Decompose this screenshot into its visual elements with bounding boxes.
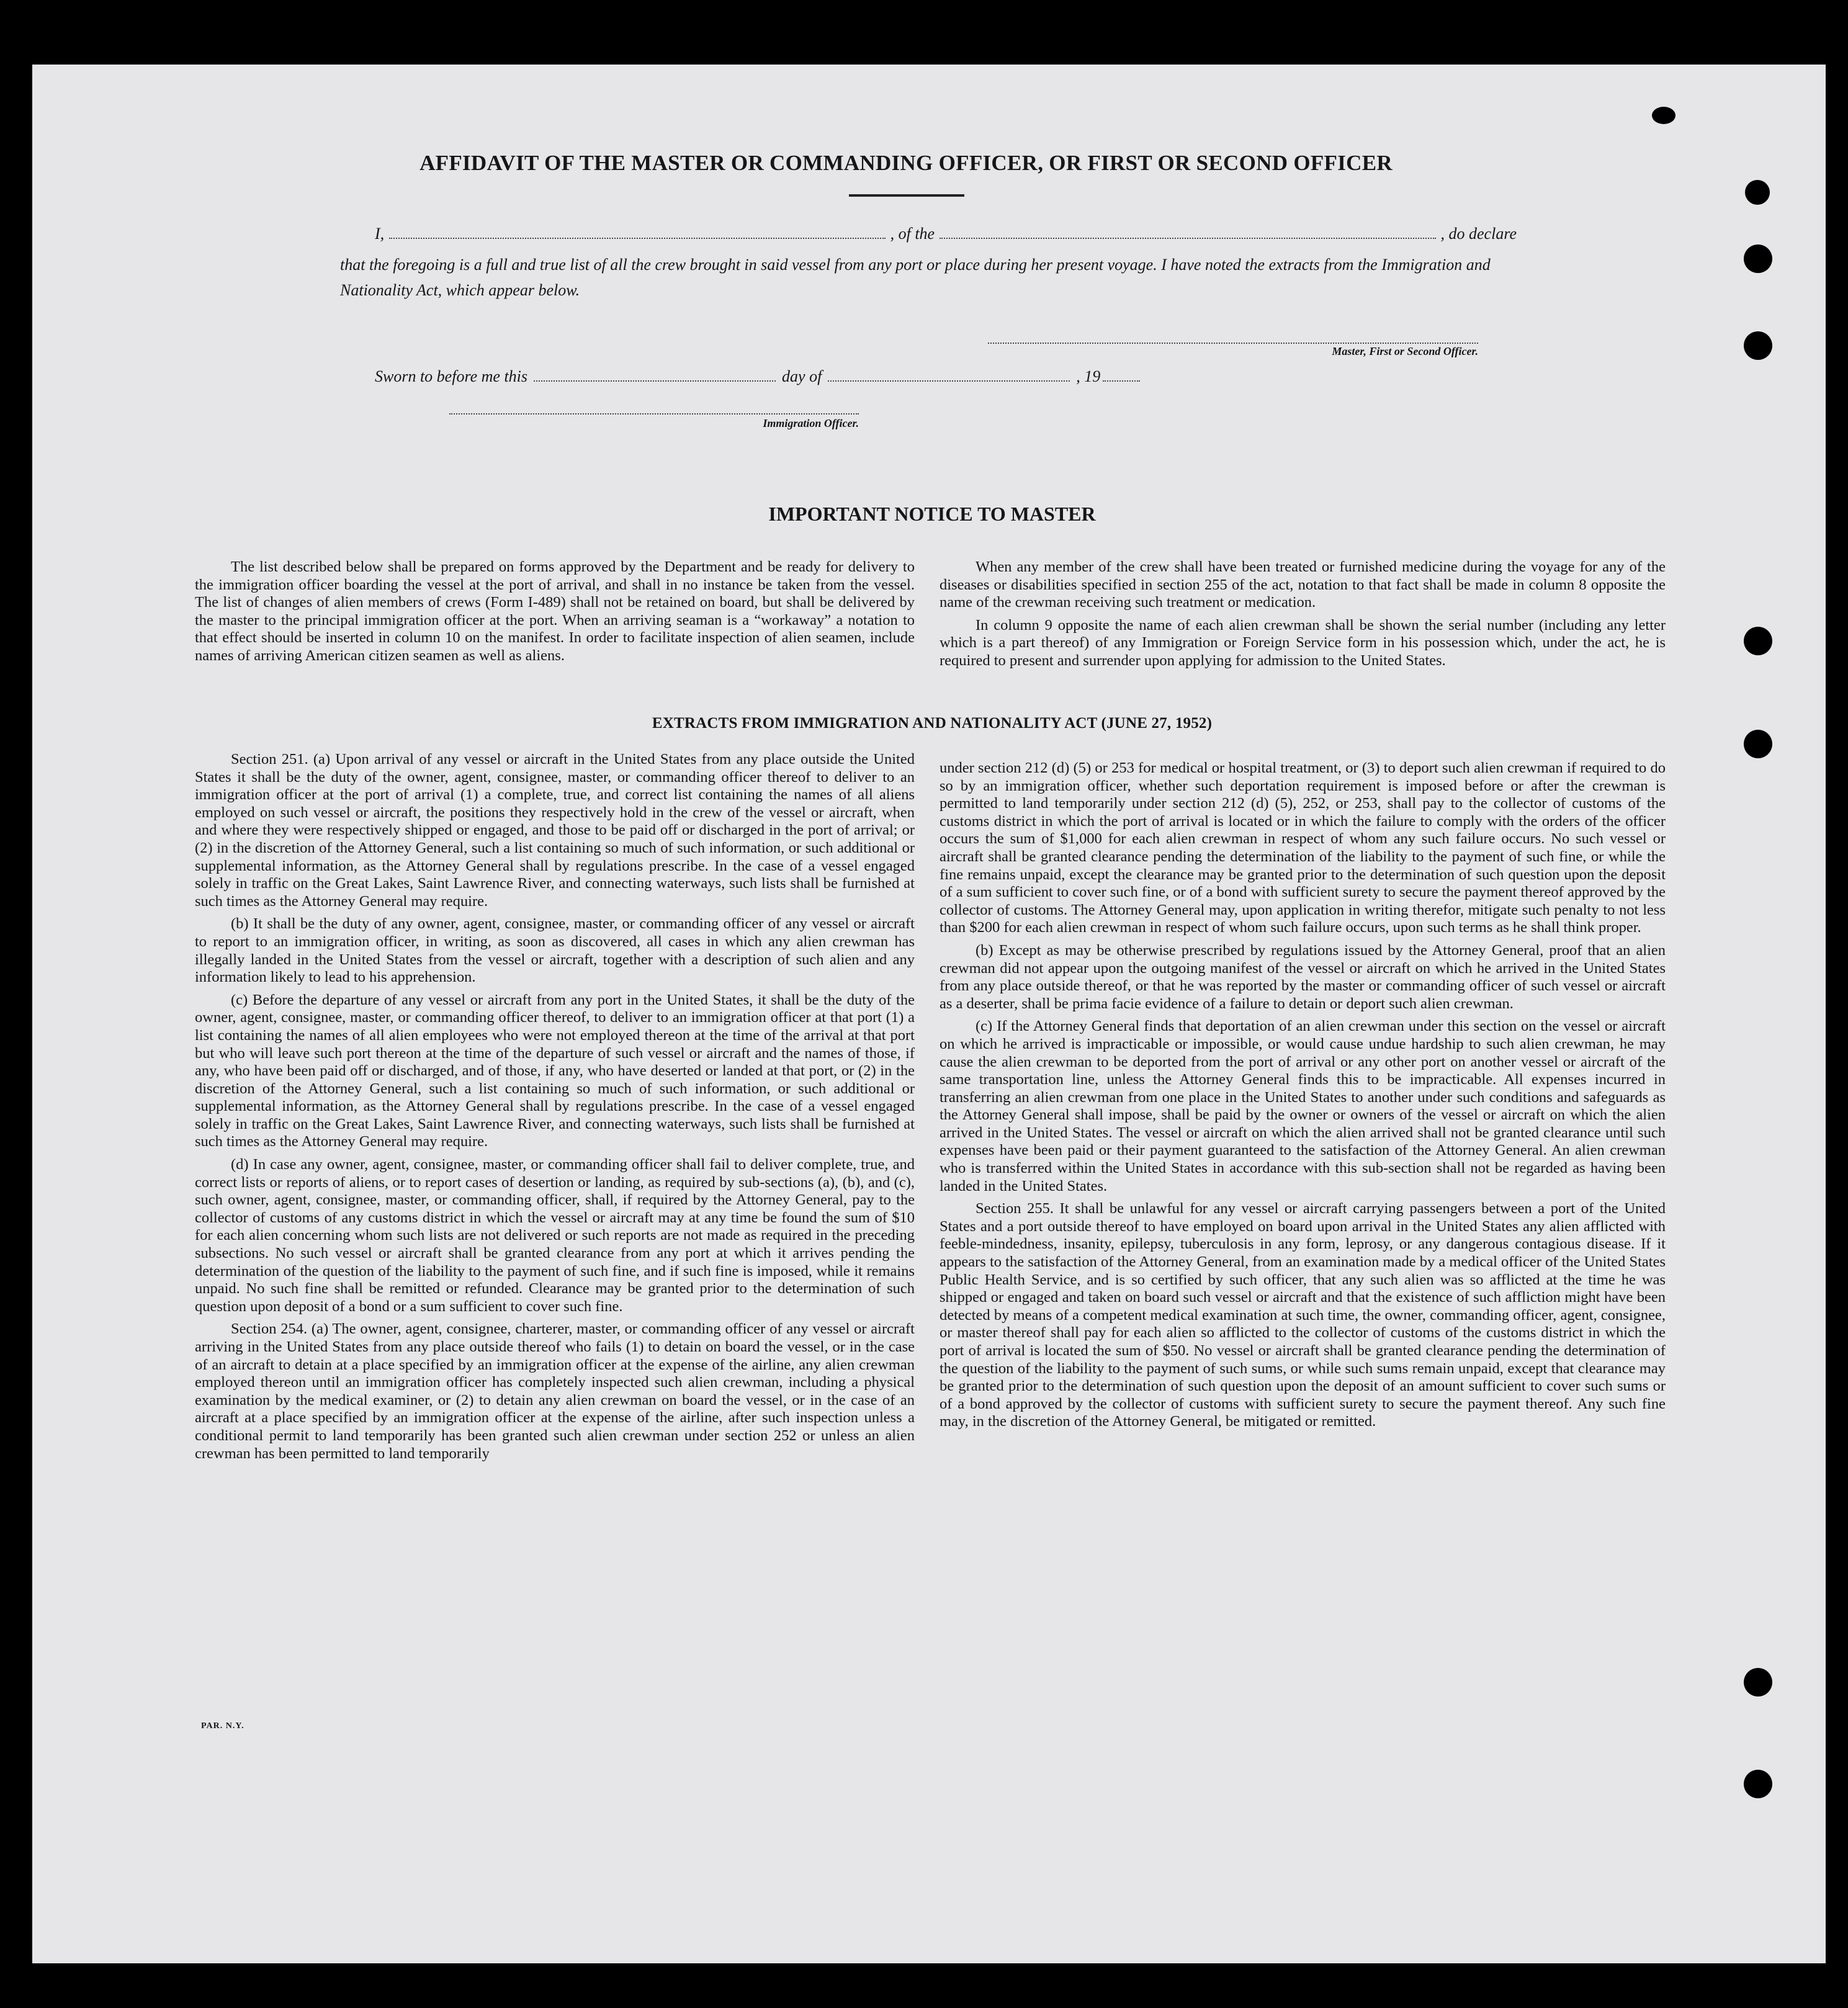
ink-blot bbox=[1652, 107, 1675, 124]
notice-right-paragraph-1: When any member of the crew shall have been treated or furnished medicine during the voyage for any of the diseases or disabilities specified in section 255 of the act, notation to that fact shall be made in column 8 opposite the name of the crewman receiving such treatment or medication. bbox=[940, 558, 1666, 611]
declarant-line bbox=[375, 225, 1517, 243]
punch-hole bbox=[1744, 1770, 1772, 1798]
extracts-title: EXTRACTS FROM IMMIGRATION AND NATIONALITY ACT (JUNE 27, 1952) bbox=[652, 715, 1213, 732]
extracts-left-column bbox=[195, 751, 915, 1463]
printer-mark: PAR. N.Y. bbox=[201, 1721, 244, 1731]
of-the-label: , of the bbox=[890, 225, 935, 243]
immigration-officer-signature-line[interactable] bbox=[449, 413, 859, 415]
section-251-a: Section 251. (a) Upon arrival of any vessel or aircraft in the United States from any place outside the United States it shall be the duty of the owner, agent, consignee, master, or commanding officer thereof to deliver to an immigration officer at the port of arrival (1) a complete, true, and correct list containing the names of all aliens employed on such vessel or aircraft, the positions they respectively hold in the crew of the vessel or aircraft, when and where they were respectively shipped or engaged, and those to be paid off or discharged in the port of arrival; or (2) in the discretion of the Attorney General, such a list containing so much of such information, or such additional or supplemental information, as the Attorney General shall by regulations prescribe. In the case of a vessel engaged solely in traffic on the Great Lakes, Saint Lawrence River, and connecting waterways, such lists shall be furnished at such times as the Attorney General may require. bbox=[195, 751, 915, 910]
year-prefix-label: , 19 bbox=[1076, 367, 1101, 385]
notice-left-paragraph: The list described below shall be prepared on forms approved by the Department and be ready for delivery to the immigration officer boarding the vessel at the port of arrival, and shall in no instance be taken from the vessel. The list of changes of alien members of crews (Form I-489) shall not be retained on board, but shall be delivered by the master to the principal immigration officer at the port. When an arriving seaman is a “workaway” a notation to that effect should be inserted in column 10 on the manifest. In order to facilitate inspection of alien seamen, include names of arriving American citizen seamen as well as aliens. bbox=[195, 558, 915, 664]
sworn-line bbox=[375, 367, 1237, 386]
section-255: Section 255. It shall be unlawful for any vessel or aircraft carrying passengers between a port of the United States and a port outside thereof to have employed on board upon arrival in the United States any alien afflicted with feeble-mindedness, insanity, epilepsy, tuberculosis in any form, leprosy, or any dangerous contagious disease. If it appears to the satisfaction of the Attorney General, from an examination made by a medical officer of the United States Public Health Service, and is so certified by such officer, that any such alien was so afflicted at the time he was shipped or engaged and taken on board such vessel or aircraft and that the existence of such affliction might have been detected by means of a competent medical examination at such time, the owner, commanding officer, agent, consignee, or master thereof shall pay for each alien so afflicted to the collector of customs of the customs district in which the port of arrival is located the sum of $50. No vessel or aircraft shall be granted clearance pending the determination of the question of the liability to the payment of such sums, or while such sums remain unpaid, except that clearance may be granted prior to the determination of such question upon the deposit of an amount sufficient to cover such sums or of a bond approved by the collector of customs with sufficient surety to secure the payment thereof. Any such fine may, in the discretion of the Attorney General, be mitigated or remitted. bbox=[940, 1200, 1666, 1430]
declaration-text: that the foregoing is a full and true list of all the crew brought in said vessel from any port or place during her present voyage. I have noted the extracts from the Immigration and Nationality Act, which appear below. bbox=[340, 256, 1491, 299]
section-251-c: (c) Before the departure of any vessel or aircraft from any port in the United States, it shall be the duty of the owner, agent, consignee, master, or commanding officer thereof, to deliver to an immigration officer at that port (1) a list containing the names of all alien employees who were not employed thereon at the time of the arrival at that port but who will leave such port thereon at the time of the departure of such vessel or aircraft and the names of those, if any, who have been paid off or discharged, and of those, if any, who have deserted or landed at that port, or (2) in the discretion of the Attorney General, such a list containing so much of such information, or such additional or supplemental information, as the Attorney General shall by regulations prescribe. In the case of a vessel engaged solely in traffic on the Great Lakes, Saint Lawrence River, and connecting waterways, such lists shall be furnished at such times as the Attorney General may require. bbox=[195, 991, 915, 1150]
section-254-b: (b) Except as may be otherwise prescribed by regulations issued by the Attorney General, proof that an alien crewman did not appear upon the outgoing manifest of the vessel or aircraft on which he arrived in the United States from any place outside thereof, or that he was reported by the master or commanding officer of such vessel or aircraft as a deserter, shall be prima facie evidence of a failure to detain or deport such alien crewman. bbox=[940, 941, 1666, 1012]
title-underline bbox=[849, 194, 964, 197]
sworn-label: Sworn to before me this bbox=[375, 367, 528, 385]
punch-hole bbox=[1744, 331, 1772, 360]
immigration-officer-label: Immigration Officer. bbox=[763, 417, 859, 429]
document-page bbox=[32, 65, 1826, 1963]
sworn-month-blank[interactable] bbox=[828, 368, 1070, 382]
day-of-label: day of bbox=[782, 367, 822, 385]
affidavit-title: AFFIDAVIT OF THE MASTER OR COMMANDING OFFICER, OR FIRST OR SECOND OFFICER bbox=[419, 151, 1393, 175]
punch-hole bbox=[1744, 730, 1772, 758]
section-254-a: Section 254. (a) The owner, agent, consignee, charterer, master, or commanding officer of any vessel or aircraft arriving in the United States from any place outside thereof who fails (1) to detain on board the vessel, or in the case of an aircraft to detain at a place specified by an immigration officer at the expense of the airline, any alien crewman employed thereon until an immigration officer has completely inspected such alien crewman, including a physical examination by the medical examiner, or (2) to detain any alien crewman on board the vessel, or in the case of an aircraft at a place specified by an immigration officer at the expense of the airline, after such inspection unless a conditional permit to land temporarily has been granted such alien crewman under section 252 or unless an alien crewman has been permitted to land temporarily bbox=[195, 1320, 915, 1462]
declarant-name-blank[interactable] bbox=[389, 225, 885, 239]
sworn-day-blank[interactable] bbox=[534, 368, 776, 382]
master-signature-line[interactable] bbox=[988, 343, 1478, 344]
punch-hole bbox=[1744, 627, 1772, 655]
punch-hole bbox=[1744, 244, 1772, 273]
sworn-year-blank[interactable] bbox=[1103, 368, 1140, 382]
vessel-name-blank[interactable] bbox=[940, 225, 1435, 239]
do-declare-label: , do declare bbox=[1440, 225, 1517, 243]
i-label: I, bbox=[375, 225, 385, 243]
section-251-d: (d) In case any owner, agent, consignee, master, or commanding officer shall fail to deliver complete, true, and correct lists or reports of aliens, or to report cases of desertion or landing, as required by sub-sections (a), (b), and (c), such owner, agent, consignee, master, or commanding officer, shall, if required by the Attorney General, pay to the collector of customs of any customs district in which the vessel or aircraft may at any time be found the sum of $10 for each alien concerning whom such lists are not delivered or such reports are not made as required in the preceding subsections. No such vessel or aircraft shall be granted clearance from any port at which it arrives pending the determination of the question of the liability to the payment of such fine, and if such fine is imposed, while it remains unpaid. No such fine shall be remitted or refunded. Clearance may be granted prior to the determination of such question upon deposit of a bond or a sum sufficient to cover such fine. bbox=[195, 1156, 915, 1315]
notice-title: IMPORTANT NOTICE TO MASTER bbox=[768, 503, 1096, 525]
section-254-c: (c) If the Attorney General finds that deportation of an alien crewman under this section on the vessel or aircraft on which he arrived is impracticable or impossible, or would cause undue hardship to such alien crewman, he may cause the alien crewman to be deported from the port of arrival or any other port on another vessel or aircraft of the same transportation line, unless the Attorney General finds this to be impracticable. All expenses incurred in transferring an alien crewman from one place in the United States to another under such conditions and safeguards as the Attorney General shall impose, shall be paid by the owner or owners of the vessel or aircraft on which the alien arrived in the United States. The vessel or aircraft on which the alien arrived shall not be granted clearance until such expenses have been paid or their payment guaranteed to the satisfaction of the Attorney General. An alien crewman who is transferred within the United States in accordance with this sub-section shall not be regarded as having been landed in the United States. bbox=[940, 1018, 1666, 1194]
extracts-right-column bbox=[940, 760, 1666, 1431]
section-254-a-continued: under section 212 (d) (5) or 253 for medical or hospital treatment, or (3) to deport such alien crewman if required to do so by an immigration officer, whether such deportation requirement is imposed before or after the crewman is permitted to land temporarily under section 212 (d) (5), 252, or 253, shall pay to the collector of customs of the customs district in which the port of arrival is located or in which the failure to comply with the orders of the officer occurs the sum of $1,000 for each alien crewman in respect of whom any such failure occurs. No such vessel or aircraft shall be granted clearance pending the determination of the liability to the payment of such fine, or while the fine remains unpaid, except the clearance may be granted prior to the determination of such question upon the deposit of a sum sufficient to cover such fine, or of a bond with sufficient surety to secure the payment thereof approved by the collector of customs. The Attorney General may, upon application in writing therefor, mitigate such penalty to not less than $200 for each alien crewman in respect of whom such failure occurs, upon such terms as he shall think proper. bbox=[940, 760, 1666, 936]
notice-right-column bbox=[940, 558, 1666, 670]
section-251-b: (b) It shall be the duty of any owner, agent, consignee, master, or commanding officer of any vessel or aircraft to report to an immigration officer, in writing, as soon as discovered, all cases in which any alien crewman has illegally landed in the United States from the vessel or aircraft, together with a description of such alien and any information likely to lead to his apprehension. bbox=[195, 915, 915, 986]
punch-hole bbox=[1744, 1668, 1772, 1696]
master-signature-label: Master, First or Second Officer. bbox=[1332, 345, 1478, 357]
notice-left-column bbox=[195, 558, 915, 665]
notice-right-paragraph-2: In column 9 opposite the name of each alien crewman shall be shown the serial number (including any letter which is a part thereof) of any Immigration or Foreign Service form in his possession which, under the act, he is required to present and surrender upon applying for admission to the United States. bbox=[940, 616, 1666, 669]
punch-hole bbox=[1745, 180, 1770, 205]
